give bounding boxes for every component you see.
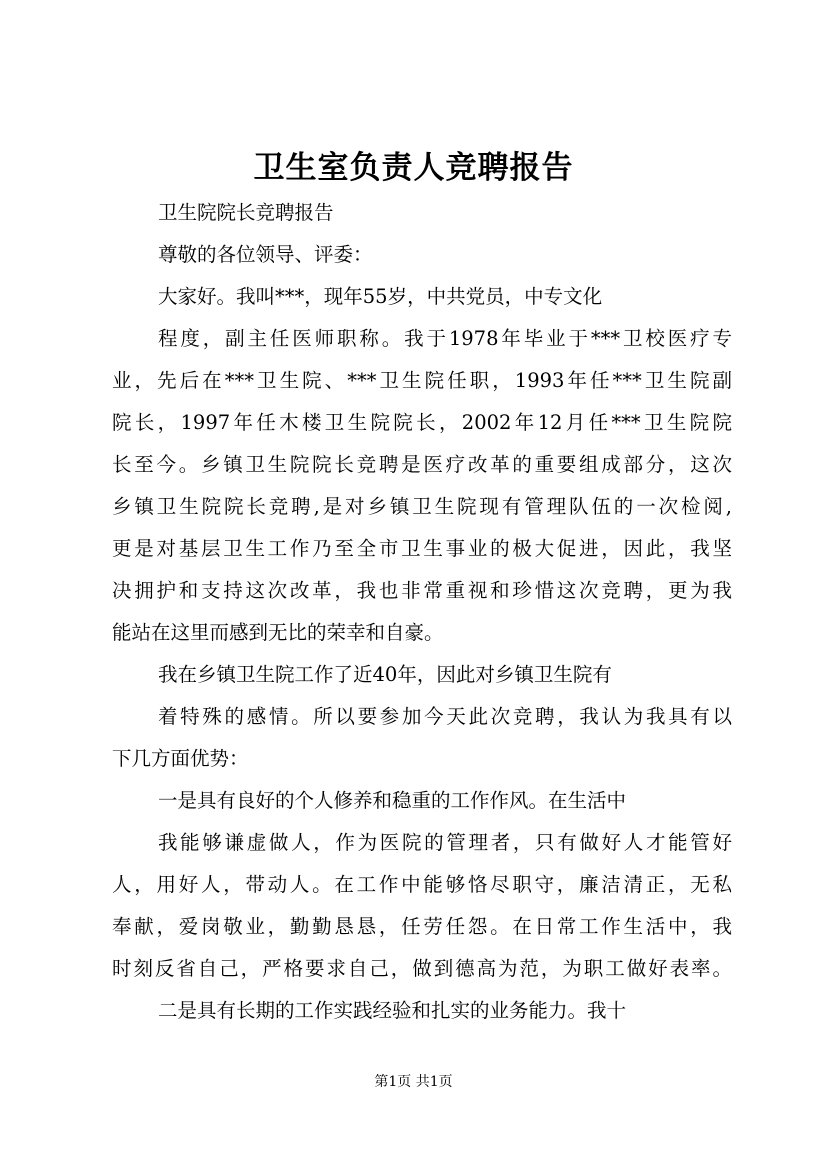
paragraph-line: 下几方面优势： (112, 747, 249, 770)
paragraph-line: 乡镇卫生院院长竞聘,是对乡镇卫生院现有管理队伍的一次检阅, (112, 495, 732, 518)
paragraph-line: 业，先后在***卫生院、***卫生院任职，1993年任***卫生院副 (112, 369, 732, 392)
paragraph-line: 人，用好人，带动人。在工作中能够恪尽职守，廉洁清正，无私 (112, 873, 732, 896)
document-title: 卫生室负责人竞聘报告 (253, 150, 574, 186)
paragraph-line: 能站在这里而感到无比的荣幸和自豪。 (112, 621, 444, 644)
paragraph-line: 程度，副主任医师职称。我于1978年毕业于***卫校医疗专 (158, 327, 732, 350)
paragraph-line: 时刻反省自己，严格要求自己，做到德高为范，为职工做好表率。 (112, 957, 732, 980)
paragraph-line: 卫生院院长竞聘报告 (158, 201, 334, 224)
paragraph-line: 更是对基层卫生工作乃至全市卫生事业的极大促进，因此，我坚 (112, 537, 732, 560)
paragraph-line: 院长，1997年任木楼卫生院院长，2002年12月任***卫生院院 (112, 411, 732, 434)
paragraph-line: 尊敬的各位领导、评委： (158, 243, 373, 266)
paragraph-line: 我在乡镇卫生院工作了近40年，因此对乡镇卫生院有 (158, 663, 612, 686)
paragraph-line: 长至今。乡镇卫生院院长竞聘是医疗改革的重要组成部分，这次 (112, 453, 732, 476)
document-body (112, 192, 732, 1032)
paragraph-line: 奉献，爱岗敬业，勤勤恳恳，任劳任怨。在日常工作生活中，我 (112, 915, 732, 938)
paragraph-line: 决拥护和支持这次改革，我也非常重视和珍惜这次竞聘，更为我 (112, 579, 732, 602)
paragraph-line: 着特殊的感情。所以要参加今天此次竞聘，我认为我具有以 (158, 705, 732, 728)
paragraph-line: 一是具有良好的个人修养和稳重的工作作风。在生活中 (158, 789, 627, 812)
paragraph-line: 我能够谦虚做人，作为医院的管理者，只有做好人才能管好 (158, 831, 732, 854)
page-footer: 第1页 共1页 (374, 1074, 453, 1090)
paragraph-line: 二是具有长期的工作实践经验和扎实的业务能力。我十 (158, 999, 627, 1022)
paragraph-line: 大家好。我叫***，现年55岁，中共党员，中专文化 (158, 285, 603, 308)
